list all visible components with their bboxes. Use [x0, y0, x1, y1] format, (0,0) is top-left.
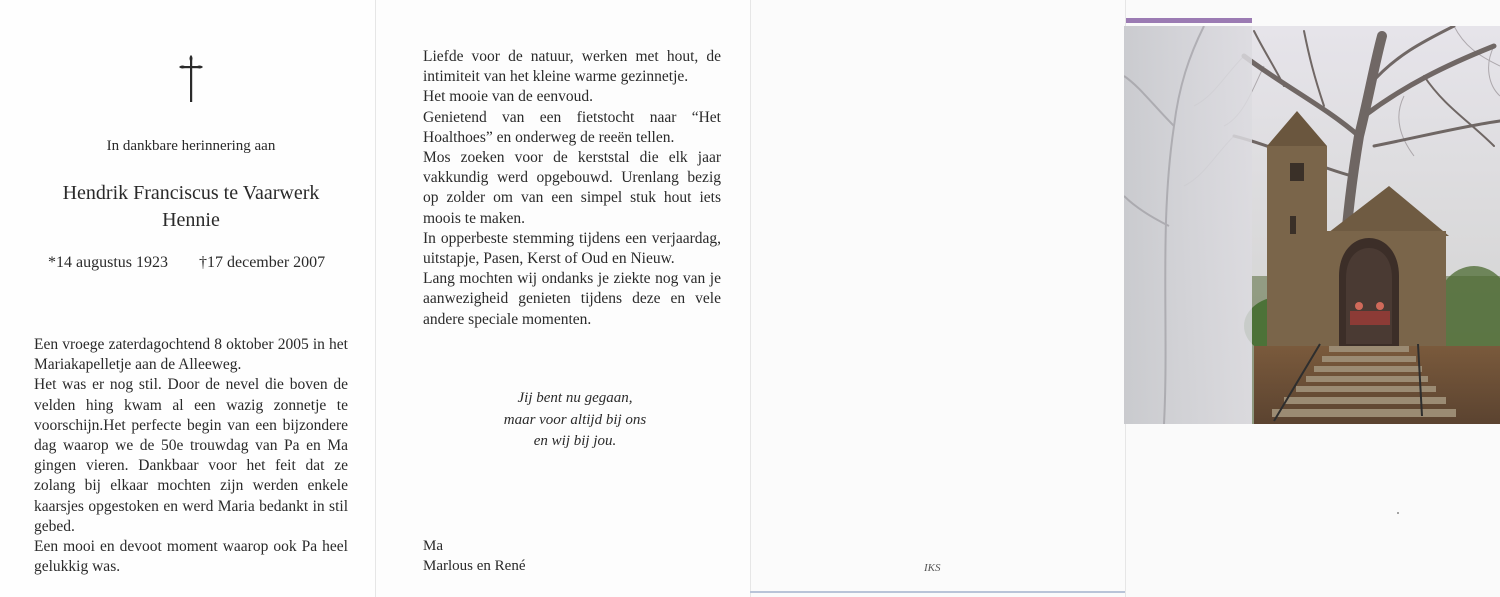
- fold-line: [375, 0, 376, 597]
- card-edge-strip: [750, 591, 1125, 593]
- deceased-nickname: Hennie: [162, 209, 220, 231]
- accent-bar: [1126, 18, 1252, 23]
- story-line: Een mooi en devoot moment waarop ook Pa heel gelukkig was.: [34, 538, 348, 576]
- paper-speck: [1397, 512, 1399, 514]
- memory-line: Het mooie van de eenvoud.: [423, 88, 594, 106]
- memories-paragraph: [423, 47, 721, 330]
- death-date: †17 december 2007: [199, 254, 326, 271]
- printer-mark: IKS: [924, 562, 941, 574]
- memory-line: In opperbeste stemming tijdens een verjaardag, uitstapje, Pasen, Kerst of Oud en Nieuw.: [423, 229, 721, 268]
- story-line: Het was er nog stil. Door de nevel die boven de velden hing kwam al een wazig zonnetje te voorschijn.Het perfecte begin van een bijzondere dag waarop we de 50e trouwdag van Pa en Ma gingen vieren. Dankbaar voor het feit dat ze zolang bij elkaar mochten zijn werden enkele kaarsjes opgestoken en werd Maria bedankt in stil gebed.: [34, 376, 348, 535]
- chapel-photo: [1124, 26, 1500, 424]
- poem-line: en wij bij jou.: [533, 433, 617, 449]
- memory-line: Liefde voor de natuur, werken met hout, de intimiteit van het kleine warme gezinnetje.: [423, 48, 721, 86]
- signature-line: Ma: [423, 538, 443, 554]
- signature-line: Marlous en René: [423, 558, 526, 574]
- memory-line: Genietend van een fietstocht naar “Het Hoalthoes” en onderweg de reeën tellen.: [423, 108, 721, 146]
- poem-line: maar voor altijd bij ons: [503, 411, 647, 428]
- birth-date: *14 augustus 1923: [48, 254, 168, 271]
- deceased-full-name: Hendrik Franciscus te Vaarwerk: [62, 182, 320, 204]
- card-panel-back: [750, 0, 1125, 597]
- poem: [455, 388, 695, 453]
- story-paragraph: [34, 335, 348, 577]
- memory-line: Mos zoeken voor de kerststal die elk jaar vakkundig werd opgebouwd. Urenlang bezig op zolder om van een simpel stuk hout iets moois te maken.: [423, 149, 721, 227]
- story-line: Een vroege zaterdagochtend 8 oktober 2005 in het Mariakapelletje aan de Alleeweg.: [34, 336, 348, 374]
- poem-line: Jij bent nu gegaan,: [517, 390, 633, 406]
- signatures: [423, 536, 525, 576]
- fold-line: [750, 0, 751, 597]
- cross-icon: [176, 52, 206, 104]
- dedication-text: In dankbare herinnering aan: [106, 138, 276, 154]
- memory-line: Lang mochten wij ondanks je ziekte nog van je aanwezigheid genieten tijdens deze en vele andere speciale momenten.: [423, 270, 721, 328]
